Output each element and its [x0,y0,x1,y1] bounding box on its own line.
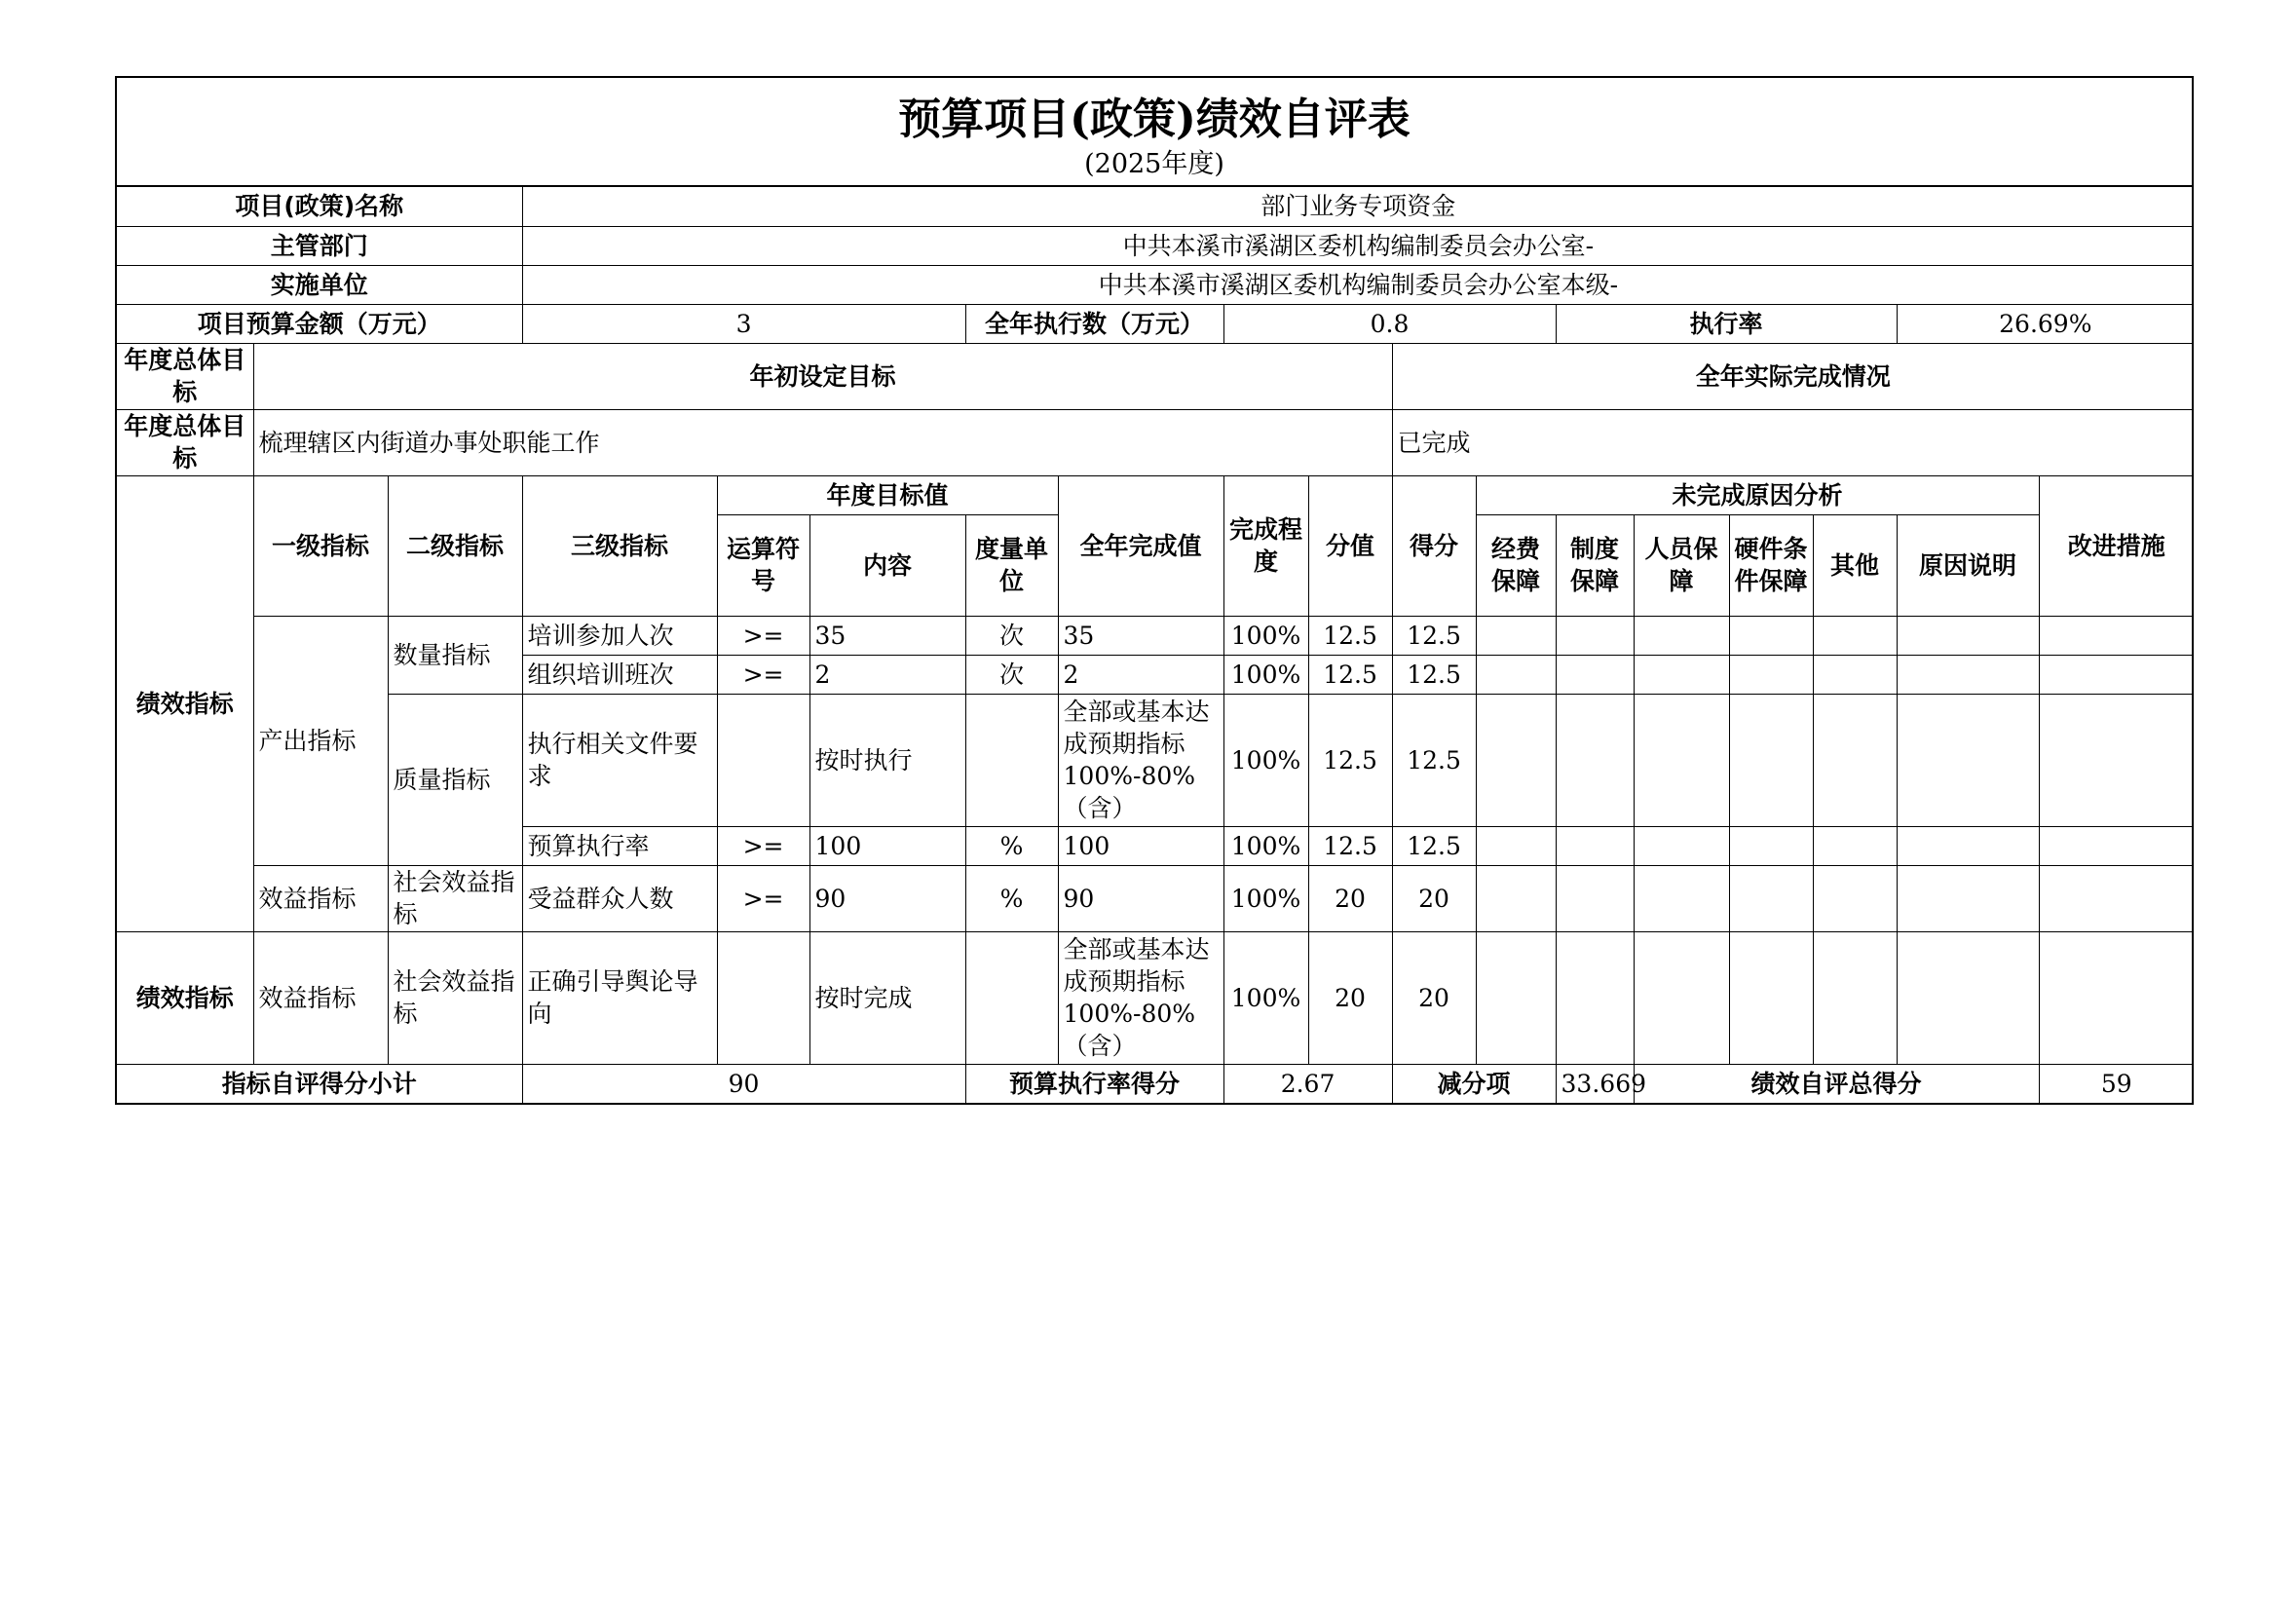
empty-cell [1729,694,1813,826]
goal-label: 年度总体目标 [117,343,253,409]
empty-cell [1556,616,1634,655]
section-quantity: 数量指标 [388,616,522,694]
empty-cell [1897,694,2039,826]
exec-value: 0.8 [1223,304,1556,343]
empty-cell [2039,865,2194,931]
row-unit: 次 [965,616,1058,655]
goal-header-row [117,343,2194,409]
subtotal-value: 90 [522,1064,965,1103]
empty-cell [2039,694,2194,826]
empty-cell [1897,865,2039,931]
header-content: 内容 [809,514,965,616]
empty-cell [1634,655,1729,694]
row-content: 35 [809,616,965,655]
row-degree: 100% [1223,826,1308,865]
empty-cell [1813,694,1897,826]
empty-cell [1813,826,1897,865]
header-explain: 原因说明 [1897,514,2039,616]
section-performance-1: 绩效指标 [117,475,253,931]
total-label: 绩效自评总得分 [1634,1064,2039,1103]
row-degree: 100% [1223,931,1308,1064]
dept-value: 中共本溪市溪湖区委机构编制委员会办公室- [522,226,2194,265]
row-degree: 100% [1223,694,1308,826]
row-name: 培训参加人次 [522,616,717,655]
section-benefit-2: 效益指标 [253,931,388,1064]
row-content: 100 [809,826,965,865]
rate-label: 执行率 [1556,304,1897,343]
empty-cell [1634,826,1729,865]
performance-evaluation-sheet [115,76,2194,1105]
total-value: 59 [2039,1064,2194,1103]
goal-initial-header: 年初设定目标 [253,343,1392,409]
empty-cell [1897,616,2039,655]
table-row [117,616,2194,655]
unit-label: 实施单位 [117,265,522,304]
dept-label: 主管部门 [117,226,522,265]
empty-cell [1634,865,1729,931]
header-unit: 度量单位 [965,514,1058,616]
info-row-budget [117,304,2194,343]
row-score: 12.5 [1392,655,1476,694]
header-staff: 人员保障 [1634,514,1729,616]
evaluation-table [117,187,2194,1103]
title-area [117,78,2192,187]
row-name: 预算执行率 [522,826,717,865]
section-social-2: 社会效益指标 [388,931,522,1064]
goal-content-row [117,409,2194,475]
rate-value: 26.69% [1897,304,2194,343]
header-operator: 运算符号 [717,514,809,616]
section-quality: 质量指标 [388,694,522,865]
empty-cell [1476,931,1556,1064]
row-score: 20 [1392,865,1476,931]
goal-actual-header: 全年实际完成情况 [1392,343,2194,409]
empty-cell [1897,655,2039,694]
section-output: 产出指标 [253,616,388,865]
empty-cell [1476,865,1556,931]
empty-cell [1556,655,1634,694]
empty-cell [1556,694,1634,826]
row-content: 按时完成 [809,931,965,1064]
row-operator: >= [717,826,809,865]
header-other: 其他 [1813,514,1897,616]
header-degree: 完成程度 [1223,475,1308,616]
info-row-project-name [117,187,2194,226]
page-subtitle: (2025年度) [1084,149,1224,179]
deduct-value: 33.669 [1556,1064,1634,1103]
row-done: 90 [1058,865,1223,931]
table-row [117,865,2194,931]
empty-cell [1556,931,1634,1064]
row-score: 12.5 [1392,616,1476,655]
row-content: 按时执行 [809,694,965,826]
row-score: 20 [1392,931,1476,1064]
budget-label: 项目预算金额（万元） [117,304,522,343]
row-unit [965,694,1058,826]
header-score: 得分 [1392,475,1476,616]
indicator-header-row-1 [117,475,2194,514]
header-level2: 二级指标 [388,475,522,616]
row-operator: >= [717,655,809,694]
exec-label: 全年执行数（万元） [965,304,1223,343]
empty-cell [2039,655,2194,694]
row-unit: 次 [965,655,1058,694]
empty-cell [2039,616,2194,655]
header-system: 制度保障 [1556,514,1634,616]
page-title: 预算项目(政策)绩效自评表 [898,94,1411,144]
empty-cell [1476,616,1556,655]
footer-row [117,1064,2194,1103]
empty-cell [1729,616,1813,655]
row-degree: 100% [1223,865,1308,931]
exec-score-label: 预算执行率得分 [965,1064,1223,1103]
row-done: 100 [1058,826,1223,865]
row-degree: 100% [1223,616,1308,655]
row-done: 35 [1058,616,1223,655]
empty-cell [1897,826,2039,865]
exec-score-value: 2.67 [1223,1064,1392,1103]
row-done: 全部或基本达成预期指标100%-80%（含） [1058,931,1223,1064]
row-weight: 12.5 [1308,655,1392,694]
row-name: 正确引导舆论导向 [522,931,717,1064]
header-reason-group: 未完成原因分析 [1476,475,2039,514]
row-degree: 100% [1223,655,1308,694]
info-row-dept [117,226,2194,265]
row-operator: >= [717,865,809,931]
row-weight: 20 [1308,865,1392,931]
row-done: 2 [1058,655,1223,694]
row-operator: >= [717,616,809,655]
empty-cell [1729,826,1813,865]
empty-cell [1813,865,1897,931]
section-benefit-1: 效益指标 [253,865,388,931]
header-hardware: 硬件条件保障 [1729,514,1813,616]
row-unit: % [965,865,1058,931]
empty-cell [1897,931,2039,1064]
header-completed: 全年完成值 [1058,475,1223,616]
empty-cell [2039,931,2194,1064]
empty-cell [1729,655,1813,694]
empty-cell [1729,865,1813,931]
budget-value: 3 [522,304,965,343]
row-weight: 12.5 [1308,616,1392,655]
header-weight: 分值 [1308,475,1392,616]
info-row-unit [117,265,2194,304]
goal-label-2: 年度总体目标 [117,409,253,475]
row-name: 组织培训班次 [522,655,717,694]
row-score: 12.5 [1392,694,1476,826]
goal-actual-text: 已完成 [1392,409,2194,475]
row-operator [717,931,809,1064]
empty-cell [1634,616,1729,655]
row-name: 执行相关文件要求 [522,694,717,826]
empty-cell [1476,694,1556,826]
row-name: 受益群众人数 [522,865,717,931]
header-level1: 一级指标 [253,475,388,616]
row-weight: 12.5 [1308,694,1392,826]
section-performance-2: 绩效指标 [117,931,253,1064]
header-target-group: 年度目标值 [717,475,1058,514]
row-content: 2 [809,655,965,694]
section-social-1: 社会效益指标 [388,865,522,931]
unit-value: 中共本溪市溪湖区委机构编制委员会办公室本级- [522,265,2194,304]
empty-cell [1634,694,1729,826]
header-level3: 三级指标 [522,475,717,616]
table-row [117,694,2194,826]
header-funding: 经费保障 [1476,514,1556,616]
empty-cell [2039,826,2194,865]
header-improve: 改进措施 [2039,475,2194,616]
row-operator [717,694,809,826]
table-row [117,931,2194,1064]
empty-cell [1556,865,1634,931]
row-content: 90 [809,865,965,931]
row-weight: 20 [1308,931,1392,1064]
empty-cell [1556,826,1634,865]
empty-cell [1476,826,1556,865]
deduct-label: 减分项 [1392,1064,1556,1103]
empty-cell [1634,931,1729,1064]
row-unit: % [965,826,1058,865]
row-unit [965,931,1058,1064]
empty-cell [1476,655,1556,694]
empty-cell [1813,616,1897,655]
row-weight: 12.5 [1308,826,1392,865]
empty-cell [1729,931,1813,1064]
empty-cell [1813,931,1897,1064]
project-name-value: 部门业务专项资金 [522,187,2194,226]
row-done: 全部或基本达成预期指标100%-80%（含） [1058,694,1223,826]
empty-cell [1813,655,1897,694]
project-name-label: 项目(政策)名称 [117,187,522,226]
goal-initial-text: 梳理辖区内街道办事处职能工作 [253,409,1392,475]
row-score: 12.5 [1392,826,1476,865]
subtotal-label: 指标自评得分小计 [117,1064,522,1103]
